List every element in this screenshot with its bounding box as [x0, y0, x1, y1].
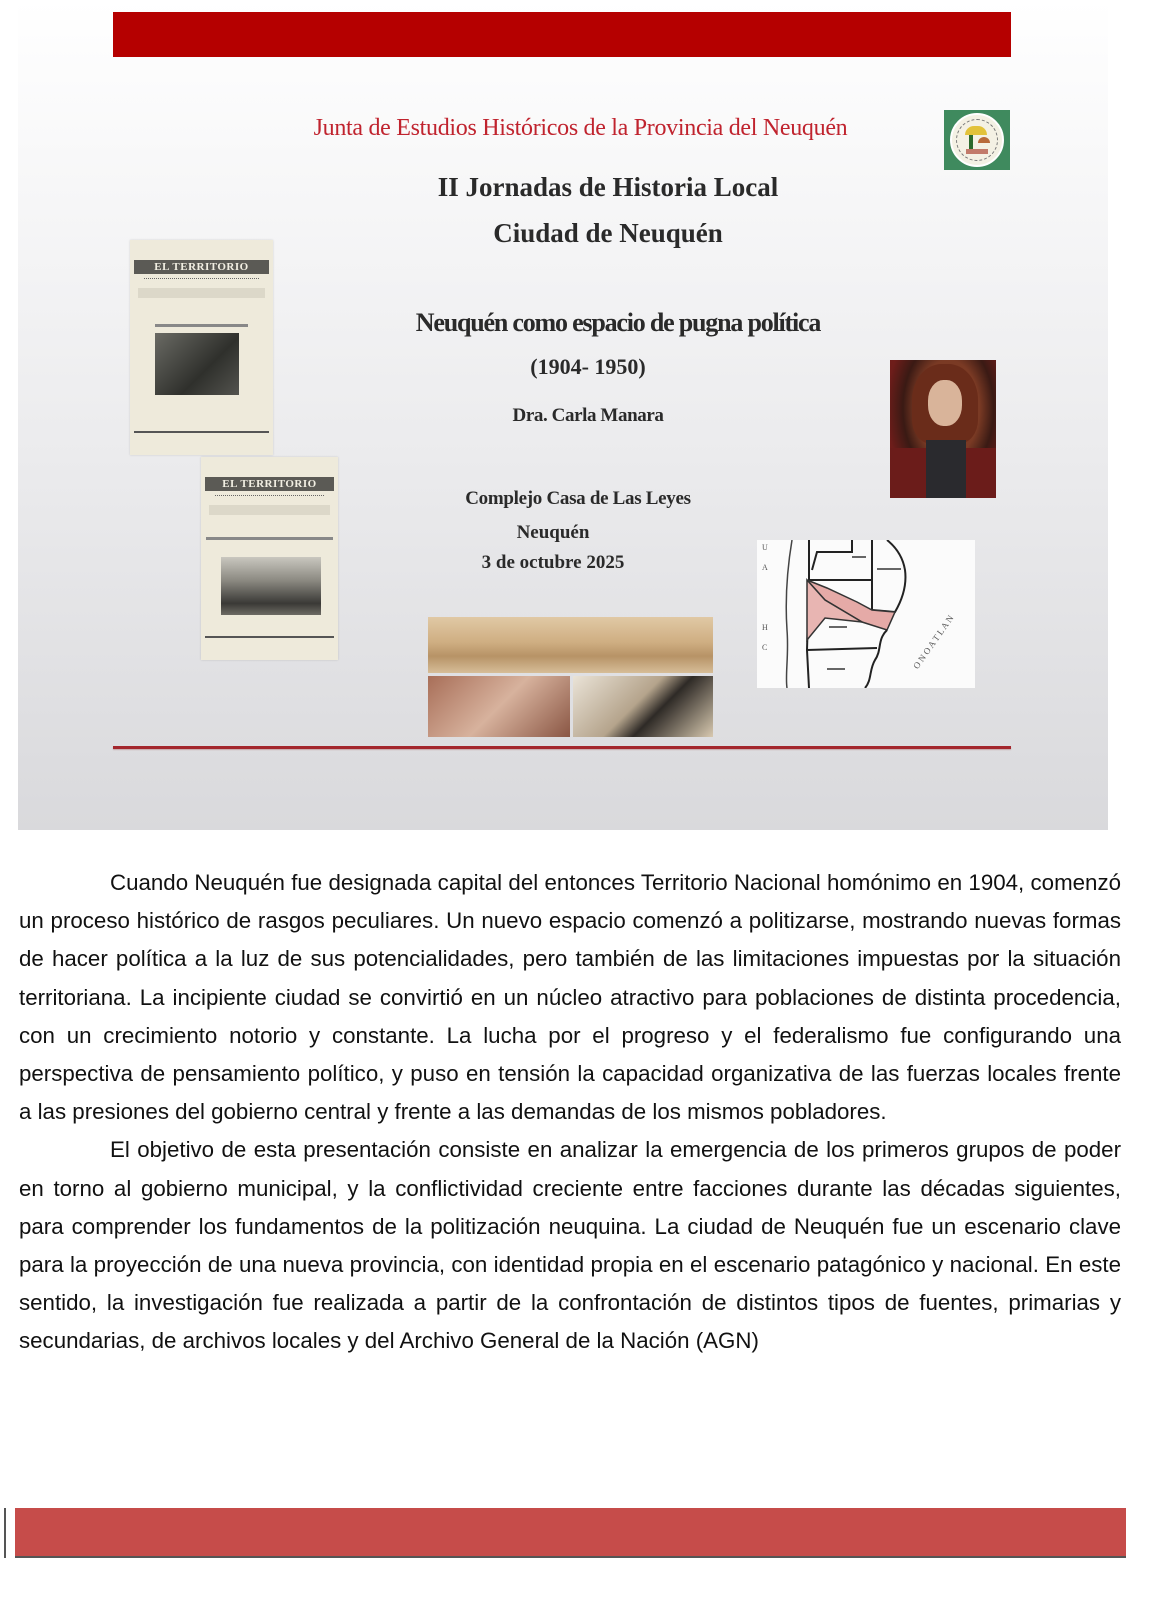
talk-years: (1904- 1950): [530, 354, 646, 379]
newspaper-clipping: [130, 240, 273, 455]
speaker-name: Dra. Carla Manara: [512, 405, 664, 426]
event-slide-image: [18, 0, 1108, 830]
talk-title: Neuquén como espacio de pugna política: [415, 308, 821, 337]
slide-divider: [113, 746, 1011, 749]
event-subtitle: Ciudad de Neuquén: [493, 218, 723, 248]
newspaper-photo: [221, 557, 321, 615]
speaker-portrait: [890, 360, 996, 498]
historical-photo-town: [428, 617, 713, 673]
page-edge-marker: [4, 1508, 6, 1558]
event-city: Neuquén: [516, 522, 590, 543]
newspaper-masthead: EL TERRITORIO: [134, 260, 269, 274]
svg-text:C: C: [762, 643, 768, 652]
abstract-paragraph: Cuando Neuquén fue designada capital del entonces Territorio Nacional homónimo en 1904, comenzó un proceso histórico de rasgos peculiares. Un nuevo espacio comenzó a politizarse, mostrando nuevas formas de hacer política a la luz de sus potencialidades, pero también de las limitaciones impuestas por la situación territoriana. La incipiente ciudad se convirtió en un núcleo atractivo para poblaciones de distinta procedencia, con un crecimiento notorio y constante. La lucha por el progreso y el federalismo fue configurando una perspectiva de pensamiento político, y puso en tensión la capacidad organizativa de las fuerzas locales frente a las presiones del gobierno central y frente a las demandas de los mismos pobladores.: [19, 870, 1121, 1125]
newspaper-clipping: [201, 457, 338, 660]
institution-logo-icon: [944, 110, 1010, 170]
abstract-text: [19, 864, 1121, 1361]
svg-text:O N O A T L A N: O N O A T L A N: [911, 613, 956, 671]
svg-text:H: H: [762, 623, 768, 632]
institution-title: Junta de Estudios Históricos de la Provincia del Neuquén: [313, 115, 848, 141]
top-red-banner: [113, 12, 1011, 57]
event-date: 3 de octubre 2025: [481, 552, 625, 573]
event-title: II Jornadas de Historia Local: [437, 172, 779, 202]
svg-text:A: A: [762, 563, 768, 572]
historical-map: [757, 540, 975, 688]
historical-photo-bridge: [428, 676, 570, 737]
bottom-red-banner: [15, 1508, 1126, 1558]
newspaper-masthead: EL TERRITORIO: [205, 477, 334, 491]
historical-photo-collage: [428, 617, 713, 737]
newspaper-photo: [155, 333, 239, 395]
historical-photo-street: [573, 676, 713, 737]
svg-text:U: U: [762, 543, 768, 552]
event-venue: Complejo Casa de Las Leyes: [465, 488, 691, 509]
abstract-paragraph: El objetivo de esta presentación consiste en analizar la emergencia de los primeros grupos de poder en torno al gobierno municipal, y la conflictividad creciente entre facciones durante las décadas siguientes, para comprender los fundamentos de la politización neuquina. La ciudad de Neuquén fue un escenario clave para la proyección de una nueva provincia, con identidad propia en el escenario patagónico y nacional. En este sentido, la investigación fue realizada a partir de la confrontación de distintos tipos de fuentes, primarias y secundarias, de archivos locales y del Archivo General de la Nación (AGN): [19, 1137, 1121, 1354]
